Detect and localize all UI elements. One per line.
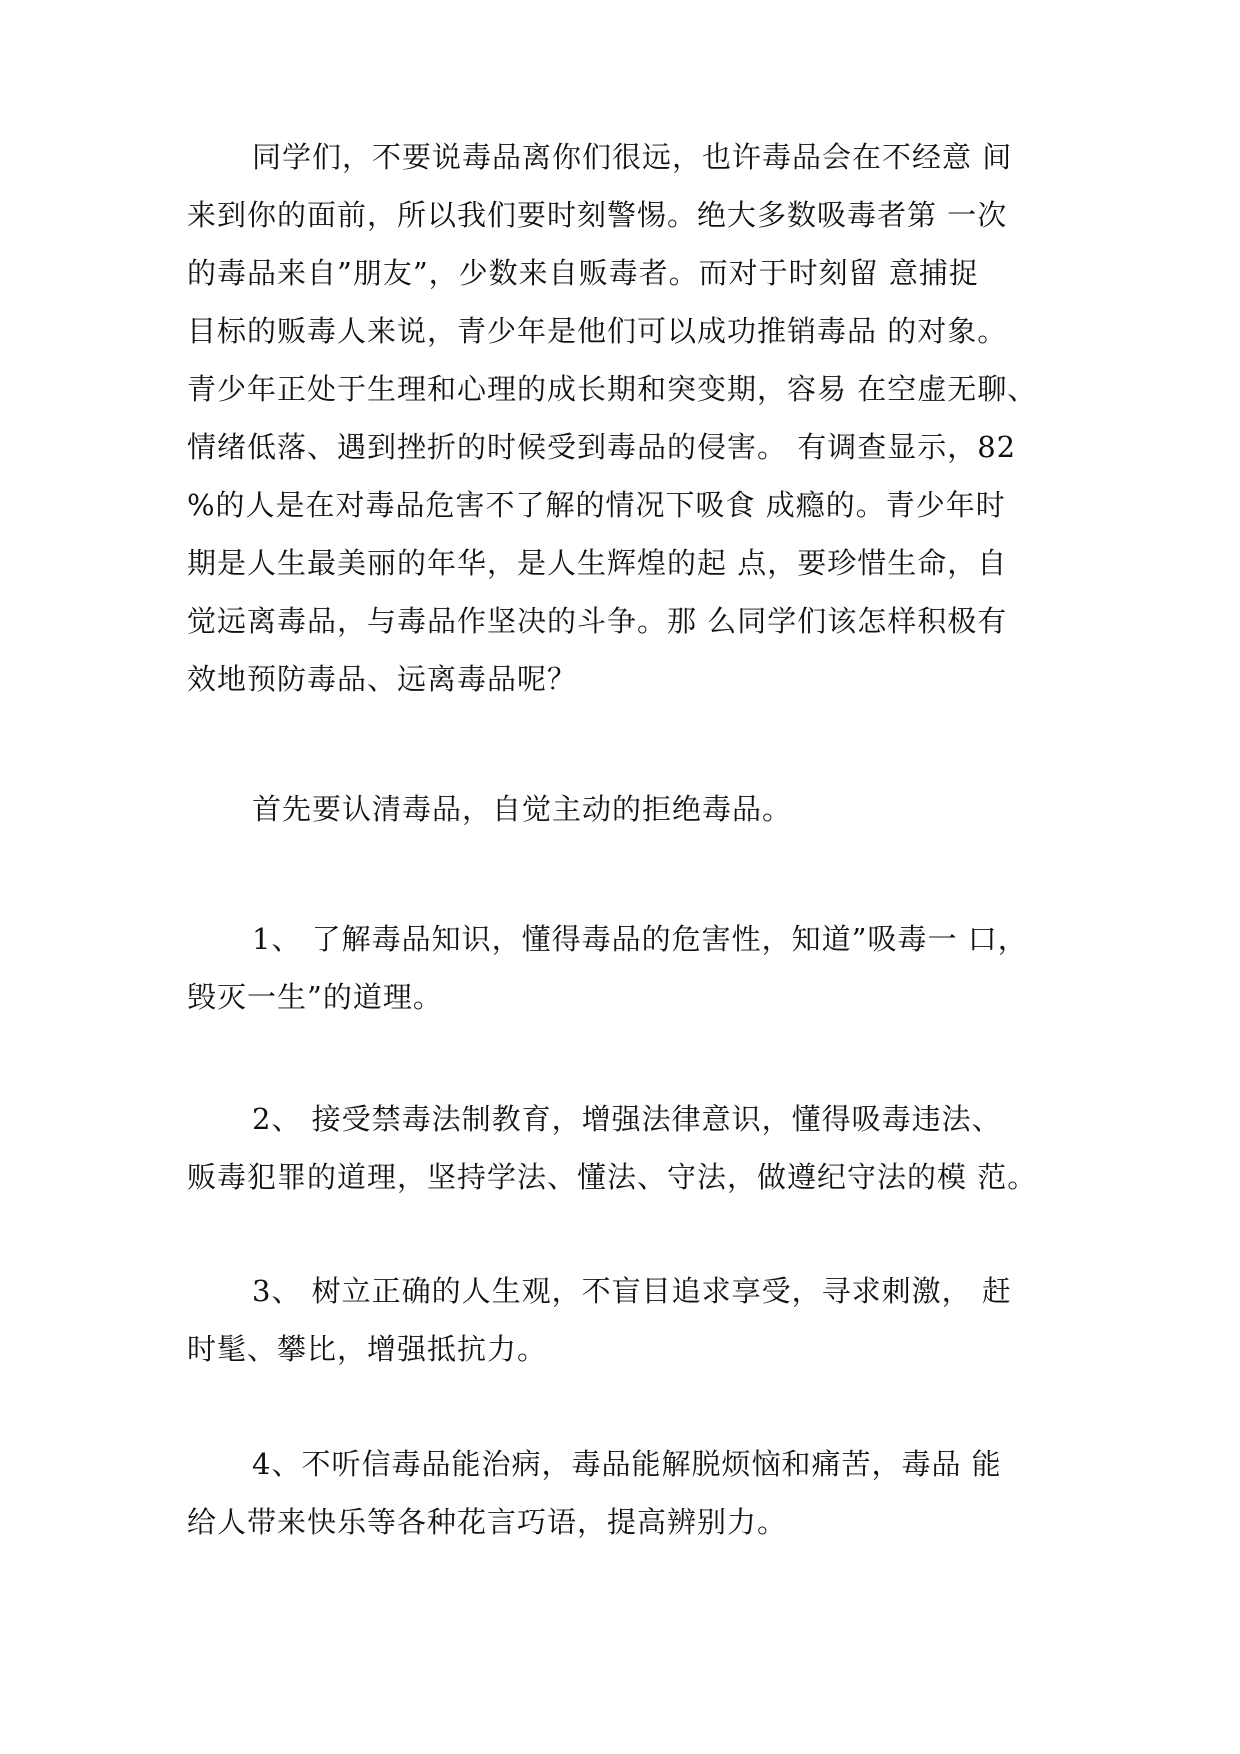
- list-item-1: [187, 910, 1067, 1026]
- list-item-3: [187, 1262, 1067, 1378]
- heading-line: 首先要认清毒品，自觉主动的拒绝毒品。: [252, 792, 793, 826]
- list-item-2: [187, 1090, 1067, 1206]
- paragraph-line: 青少年正处于生理和心理的成长期和突变期，容易 在空虚无聊、: [187, 372, 1038, 406]
- paragraph-line: 觉远离毒品，与毒品作坚决的斗争。那 么同学们该怎样积极有: [187, 604, 1008, 638]
- list-item-line: 1、 了解毒品知识，懂得毒品的危害性，知道”吸毒一 口，: [252, 922, 1028, 956]
- paragraph-line: 效地预防毒品、远离毒品呢？: [187, 662, 578, 696]
- list-item-line: 给人带来快乐等各种花言巧语，提高辨别力。: [187, 1505, 788, 1539]
- list-item-line: 贩毒犯罪的道理，坚持学法、懂法、守法，做遵纪守法的模 范。: [187, 1160, 1038, 1194]
- paragraph-line: %的人是在对毒品危害不了解的情况下吸食 成瘾的。青少年时: [187, 488, 1006, 522]
- intro-paragraph: [187, 128, 1067, 708]
- paragraph-line: 期是人生最美丽的年华，是人生辉煌的起 点，要珍惜生命，自: [187, 546, 1008, 580]
- list-item-line: 4、不听信毒品能治病，毒品能解脱烦恼和痛苦，毒品 能: [252, 1447, 1002, 1481]
- paragraph-line: 目标的贩毒人来说，青少年是他们可以成功推销毒品 的对象。: [187, 314, 1008, 348]
- paragraph-line: 的毒品来自”朋友”，少数来自贩毒者。而对于时刻留 意捕捉: [187, 256, 979, 290]
- list-item-line: 毁灭一生”的道理。: [187, 980, 443, 1014]
- paragraph-line: 情绪低落、遇到挫折的时候受到毒品的侵害。 有调查显示，82: [187, 430, 1017, 464]
- paragraph-line: 来到你的面前，所以我们要时刻警惕。绝大多数吸毒者第 一次: [187, 198, 1008, 232]
- section-heading: [187, 780, 1067, 838]
- list-item-line: 时髦、攀比，增强抵抗力。: [187, 1332, 548, 1366]
- list-item-4: [187, 1435, 1067, 1551]
- list-item-line: 2、 接受禁毒法制教育，增强法律意识，懂得吸毒违法、: [252, 1102, 1002, 1136]
- paragraph-line: 同学们，不要说毒品离你们很远，也许毒品会在不经意 间: [252, 140, 1013, 174]
- list-item-line: 3、 树立正确的人生观，不盲目追求享受，寻求刺激， 赶: [252, 1274, 1012, 1308]
